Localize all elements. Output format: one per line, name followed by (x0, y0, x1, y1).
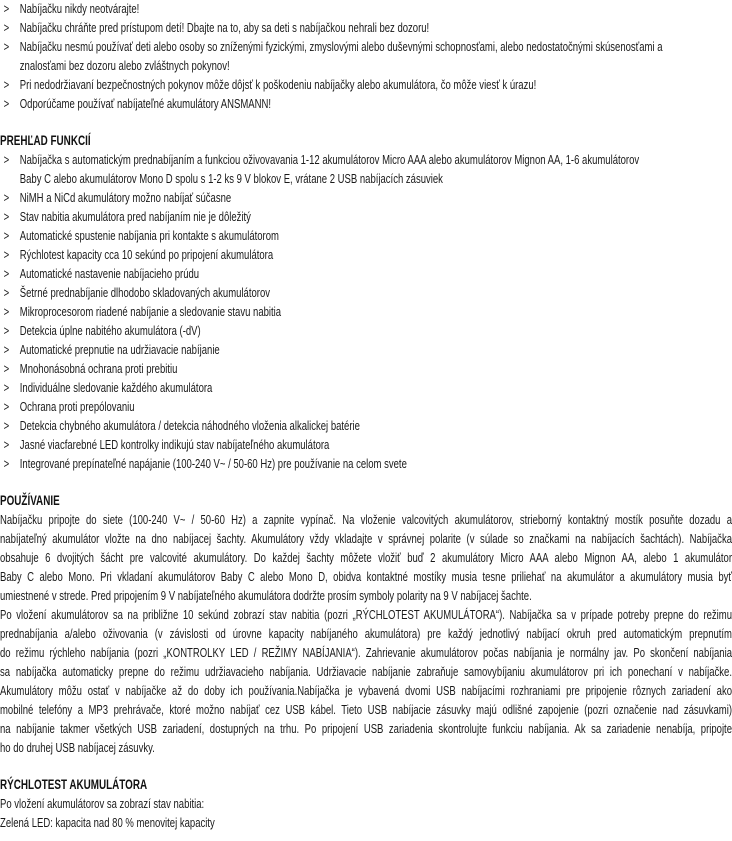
text-line: Nabíjačku nikdy neotvárajte! (19, 1, 140, 16)
list-item (0, 416, 732, 435)
text-line: Nabíjačku chráňte pred prístupom detí! Dbajte na to, aby sa deti s nabíjačkou nehrali bez dozoru! (19, 20, 430, 35)
bullet-arrow-icon: > (3, 39, 10, 54)
text-line: Po vložení akumulátorov sa zobrazí stav nabitia: (0, 796, 205, 811)
bullet-arrow-icon: > (3, 228, 10, 243)
text-line: NiMH a NiCd akumulátory možno nabíjať súčasne (19, 190, 232, 205)
list-item (0, 188, 732, 207)
list-item (0, 359, 732, 378)
bullet-arrow-icon: > (3, 361, 10, 376)
bullet-arrow-icon: > (3, 323, 10, 338)
features-list (0, 150, 732, 473)
text-line: Akumulátory môžu ostať v nabíjačke až do doby ich používania.Nabíjačka je vybavená dvomi USB nabíjacími rozhraniami pre pripojenie rôznych zariadení ako (0, 683, 732, 698)
text-line: do režimu rýchleho nabíjania (pozri „KONTROLKY LED / REŽIMY NABÍJANIA“). Zahrievanie akumulátorov počas nabíjania je normálny jav. Po skončení nabíjania (0, 645, 732, 660)
bullet-arrow-icon: > (3, 399, 10, 414)
text-line: znalosťami bez dozoru alebo zvláštnych pokynov! (19, 58, 230, 73)
text-line: Nabíjačka s automatickým prednabíjaním a funkciou oživovavania 1-12 akumulátorov Micro AAA alebo akumulátorov Mignon AA, 1-6 akumulátorov (19, 152, 640, 167)
bullet-arrow-icon: > (3, 418, 10, 433)
list-item (0, 94, 732, 113)
bullet-arrow-icon: > (3, 20, 10, 35)
text-line: Nabíjačku nesmú používať deti alebo osoby so zníženými fyzickými, zmyslovými alebo duševnými schopnosťami, alebo nedostatočnými skúsenosťami a (19, 39, 663, 54)
bullet-arrow-icon: > (3, 247, 10, 262)
list-item (0, 75, 732, 94)
text-line: obsahuje 6 dvojitých šácht pre valcovité akumulátory. Do každej šachty môžete vložiť buď 2 akumulátory Micro AAA alebo Mignon AA, alebo 1 akumulátor (0, 550, 732, 565)
list-item (0, 37, 732, 75)
text-line: Pri nedodržiavaní bezpečnostných pokynov môže dôjsť k poškodeniu nabíjačky alebo akumulátora, čo môže viesť k úrazu! (19, 77, 537, 92)
text-line: Mnohonásobná ochrana proti prebitiu (19, 361, 178, 376)
text-line: Baby C alebo Mono. Pri vkladaní akumulátorov Baby C alebo Mono D, obidva kontaktné mostíky musia tesne priliehať na akumulátor a akumulátory musia byť (0, 569, 732, 584)
text-line: sa nabíjačka automaticky prepne do režimu udržiavacieho nabíjania. Udržiavacie nabíjanie zabraňuje samovybíjaniu akumulátorov pri ich ponechaní v nabíjačke. (0, 664, 732, 679)
bullet-arrow-icon: > (3, 437, 10, 452)
text-line: Nabíjačku pripojte do siete (100-240 V~ / 50-60 Hz) a zapnite vypínač. Na vloženie valcovitých akumulátorov, strieborný kontaktný mostík posuňte dozadu a (0, 512, 732, 527)
list-item (0, 150, 732, 188)
text-line: Automatické spustenie nabíjania pri kontakte s akumulátorom (19, 228, 279, 243)
list-item (0, 207, 732, 226)
text-line: Detekcia chybného akumulátora / detekcia náhodného vloženia alkalickej batérie (19, 418, 360, 433)
list-item (0, 302, 732, 321)
paragraph (0, 510, 732, 605)
bullet-arrow-icon: > (3, 285, 10, 300)
bullet-arrow-icon: > (3, 77, 10, 92)
list-item (0, 435, 732, 454)
list-item (0, 283, 732, 302)
section-heading-usage: POUŽÍVANIE (0, 493, 60, 508)
usage-text (0, 510, 732, 757)
text-line: Automatické prepnutie na udržiavacie nabíjanie (19, 342, 220, 357)
text-line: na nabíjanie takmer všetkých USB zariadení, dostupných na trhu. Po pripojení USB zariadenia skontrolujte funkciu nabíjania. Ak sa zariadenie nenabíja, pripojte (0, 721, 732, 736)
text-line: ho do druhej USB nabíjacej zásuvky. (0, 740, 155, 755)
bullet-arrow-icon: > (3, 96, 10, 111)
bullet-arrow-icon: > (3, 456, 10, 471)
text-line: Jasné viacfarebné LED kontrolky indikujú stav nabíjateľného akumulátora (19, 437, 330, 452)
list-item (0, 264, 732, 283)
text-line: Odporúčame používať nabíjateľné akumulátory ANSMANN! (19, 96, 272, 111)
text-line: Ochrana proti prepólovaniu (19, 399, 135, 414)
list-item (0, 245, 732, 264)
text-line: nabíjateľný akumulátor vložte na dno nabíjacej šachty. Akumulátory vždy vkladajte v správnej polarite (v súlade so značkami na nabíjacích šachtách). Nabíjačka (0, 531, 732, 546)
bullet-arrow-icon: > (3, 152, 10, 167)
list-item (0, 378, 732, 397)
bullet-arrow-icon: > (3, 380, 10, 395)
bullet-arrow-icon: > (3, 342, 10, 357)
text-line: Mikroprocesorom riadené nabíjanie a sledovanie stavu nabitia (19, 304, 282, 319)
list-item (0, 454, 732, 473)
text-line: Stav nabitia akumulátora pred nabíjaním nie je dôležitý (19, 209, 251, 224)
text-line: Detekcia úplne nabitého akumulátora (-dV) (19, 323, 201, 338)
text-line: Šetrné prednabíjanie dlhodobo skladovaných akumulátorov (19, 285, 270, 300)
bullet-arrow-icon: > (3, 190, 10, 205)
text-line: umiestnené v strede. Pred pripojením 9 V nabíjateľného akumulátora dodržte prosím symboly polarity na 9 V nabíjacej šachte. (0, 588, 532, 603)
list-item (0, 226, 732, 245)
bullet-arrow-icon: > (3, 304, 10, 319)
text-line: Zelená LED: kapacita nad 80 % menovitej kapacity (0, 815, 215, 830)
list-item (0, 340, 732, 359)
text-line: Integrované prepínateľné napájanie (100-240 V~ / 50-60 Hz) pre používanie na celom svete (19, 456, 407, 471)
text-line: mobilné telefóny a MP3 prehrávače, ktoré možno nabíjať cez USB kábel. Tieto USB nabíjacie zásuvky majú odlišné zapojenie (pozri označenie nad zásuvkami) (0, 702, 732, 717)
text-line: Rýchlotest kapacity cca 10 sekúnd po pripojení akumulátora (19, 247, 274, 262)
text-line: Automatické nastavenie nabíjacieho prúdu (19, 266, 200, 281)
text-line: Baby C alebo akumulátorov Mono D spolu s 1-2 ks 9 V blokov E, vrátane 2 USB nabíjacích zásuviek (19, 171, 443, 186)
section-heading-features: PREHĽAD FUNKCIÍ (0, 133, 91, 148)
bullet-arrow-icon: > (3, 266, 10, 281)
text-line: Po vložení akumulátorov sa na približne 10 sekúnd zobrazí stav nabitia (pozri „RÝCHLOTEST AKUMULÁTORA“). Nabíjačka sa v prípade potreby prepne do režimu (0, 607, 732, 622)
safety-list (0, 0, 732, 113)
text-line: Individuálne sledovanie každého akumulátora (19, 380, 213, 395)
section-heading-quicktest: RÝCHLOTEST AKUMULÁTORA (0, 777, 148, 792)
list-item (0, 18, 732, 37)
text-line: prednabíjania a/alebo oživovania (v závislosti od úrovne kapacity nabíjaného akumulátora) pre každý jednotlivý nabíjací okruh pred automatickým prepnutím (0, 626, 732, 641)
list-item (0, 0, 732, 18)
paragraph (0, 605, 732, 757)
list-item (0, 321, 732, 340)
bullet-arrow-icon: > (3, 1, 10, 16)
list-item (0, 397, 732, 416)
quicktest-text (0, 794, 732, 832)
bullet-arrow-icon: > (3, 209, 10, 224)
